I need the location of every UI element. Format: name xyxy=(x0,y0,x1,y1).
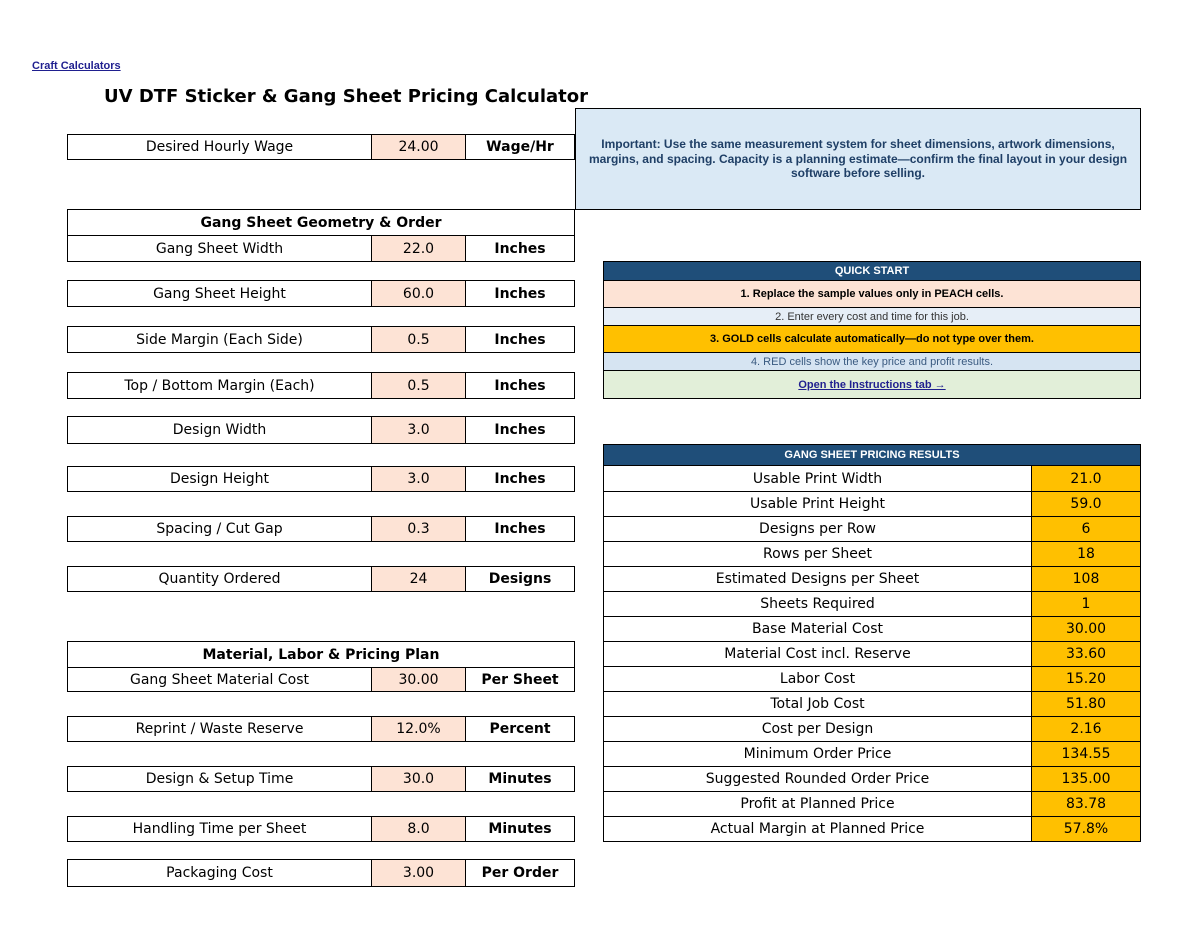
input-row-setup-time xyxy=(67,766,575,792)
open-instructions-link[interactable]: Open the Instructions tab → xyxy=(798,378,946,391)
result-label: Profit at Planned Price xyxy=(604,792,1032,816)
input-label: Top / Bottom Margin (Each) xyxy=(68,373,372,398)
input-label: Handling Time per Sheet xyxy=(68,817,372,841)
result-row xyxy=(604,741,1140,766)
result-row xyxy=(604,516,1140,541)
input-row-handling-time xyxy=(67,816,575,842)
input-unit: Per Sheet xyxy=(481,671,559,688)
result-value: 134.55 xyxy=(1032,742,1140,766)
input-label: Desired Hourly Wage xyxy=(68,135,372,159)
results-heading: GANG SHEET PRICING RESULTS xyxy=(603,444,1141,466)
input-row-packaging-cost xyxy=(67,859,575,887)
design-width-input[interactable]: 3.0 xyxy=(372,417,466,443)
result-label: Actual Margin at Planned Price xyxy=(604,817,1032,841)
material-cost-input[interactable]: 30.00 xyxy=(372,668,466,691)
quick-start-heading: QUICK START xyxy=(603,261,1141,281)
input-row-quantity xyxy=(67,566,575,592)
result-label: Rows per Sheet xyxy=(604,542,1032,566)
result-value: 30.00 xyxy=(1032,617,1140,641)
input-unit: Inches xyxy=(494,331,546,348)
input-label: Side Margin (Each Side) xyxy=(68,327,372,352)
input-unit: Minutes xyxy=(488,821,552,837)
side-margin-input[interactable]: 0.5 xyxy=(372,327,466,352)
result-row xyxy=(604,466,1140,491)
setup-time-input[interactable]: 30.0 xyxy=(372,767,466,791)
input-label: Reprint / Waste Reserve xyxy=(68,717,372,741)
result-value: 2.16 xyxy=(1032,717,1140,741)
design-height-input[interactable]: 3.0 xyxy=(372,467,466,491)
craft-calculators-link[interactable]: Craft Calculators xyxy=(32,60,121,72)
quick-start-step-2: 2. Enter every cost and time for this job. xyxy=(603,308,1141,326)
quantity-input[interactable]: 24 xyxy=(372,567,466,591)
result-value: 18 xyxy=(1032,542,1140,566)
page-title: UV DTF Sticker & Gang Sheet Pricing Calculator xyxy=(104,86,588,107)
handling-time-input[interactable]: 8.0 xyxy=(372,817,466,841)
result-value: 6 xyxy=(1032,517,1140,541)
result-value: 1 xyxy=(1032,592,1140,616)
result-value: 51.80 xyxy=(1032,692,1140,716)
section-heading-pricing: Material, Labor & Pricing Plan xyxy=(67,641,575,667)
quick-start-step-1: 1. Replace the sample values only in PEACH cells. xyxy=(603,281,1141,308)
input-label: Gang Sheet Height xyxy=(68,281,372,306)
result-label: Cost per Design xyxy=(604,717,1032,741)
result-row xyxy=(604,566,1140,591)
result-row xyxy=(604,491,1140,516)
input-label: Design Width xyxy=(68,417,372,443)
result-label: Suggested Rounded Order Price xyxy=(604,767,1032,791)
result-row xyxy=(604,691,1140,716)
result-label: Usable Print Width xyxy=(604,466,1032,491)
result-row xyxy=(604,816,1140,841)
result-value: 57.8% xyxy=(1032,817,1140,841)
result-label: Minimum Order Price xyxy=(604,742,1032,766)
result-label: Total Job Cost xyxy=(604,692,1032,716)
input-row-waste-reserve xyxy=(67,716,575,742)
sheet-width-input[interactable]: 22.0 xyxy=(372,236,466,261)
waste-reserve-input[interactable]: 12.0% xyxy=(372,717,466,741)
input-label: Spacing / Cut Gap xyxy=(68,517,372,541)
result-row xyxy=(604,766,1140,791)
input-row-sheet-height xyxy=(67,280,575,307)
input-unit: Per Order xyxy=(481,865,559,881)
sheet-height-input[interactable]: 60.0 xyxy=(372,281,466,306)
result-value: 59.0 xyxy=(1032,492,1140,516)
result-row xyxy=(604,616,1140,641)
result-value: 15.20 xyxy=(1032,667,1140,691)
input-unit: Inches xyxy=(494,471,546,487)
input-label: Design & Setup Time xyxy=(68,767,372,791)
input-label: Design Height xyxy=(68,467,372,491)
input-row-top-bottom-margin xyxy=(67,372,575,399)
input-row-material-cost xyxy=(67,667,575,692)
result-value: 33.60 xyxy=(1032,642,1140,666)
result-label: Labor Cost xyxy=(604,667,1032,691)
result-row xyxy=(604,666,1140,691)
quick-start-step-4: 4. RED cells show the key price and profit results. xyxy=(603,353,1141,371)
result-label: Base Material Cost xyxy=(604,617,1032,641)
input-unit: Wage/Hr xyxy=(486,139,554,155)
hourly-wage-input[interactable]: 24.00 xyxy=(372,135,466,159)
important-notice: Important: Use the same measurement system for sheet dimensions, artwork dimensions, margins, and spacing. Capacity is a planning estimate—confirm the final layout in your design software before selling. xyxy=(575,108,1141,210)
result-value: 83.78 xyxy=(1032,792,1140,816)
quick-start-step-3: 3. GOLD cells calculate automatically—do not type over them. xyxy=(603,326,1141,353)
input-unit: Inches xyxy=(494,377,546,394)
input-label: Packaging Cost xyxy=(68,860,372,886)
input-unit: Designs xyxy=(488,571,552,587)
input-unit: Inches xyxy=(494,422,546,438)
input-label: Gang Sheet Material Cost xyxy=(68,668,372,691)
top-bottom-margin-input[interactable]: 0.5 xyxy=(372,373,466,398)
result-row xyxy=(604,641,1140,666)
input-unit: Percent xyxy=(489,721,551,737)
input-row-design-width xyxy=(67,416,575,444)
result-row xyxy=(604,591,1140,616)
result-label: Designs per Row xyxy=(604,517,1032,541)
instructions-link-cell xyxy=(603,371,1141,399)
result-value: 135.00 xyxy=(1032,767,1140,791)
result-row xyxy=(604,716,1140,741)
section-heading-geometry: Gang Sheet Geometry & Order xyxy=(67,209,575,235)
input-unit: Minutes xyxy=(488,771,552,787)
input-row-hourly-wage xyxy=(67,134,575,160)
result-label: Sheets Required xyxy=(604,592,1032,616)
input-unit: Inches xyxy=(494,240,546,257)
result-row xyxy=(604,541,1140,566)
result-label: Estimated Designs per Sheet xyxy=(604,567,1032,591)
spacing-input[interactable]: 0.3 xyxy=(372,517,466,541)
input-label: Gang Sheet Width xyxy=(68,236,372,261)
result-value: 108 xyxy=(1032,567,1140,591)
result-value: 21.0 xyxy=(1032,466,1140,491)
input-label: Quantity Ordered xyxy=(68,567,372,591)
input-unit: Inches xyxy=(494,521,546,537)
result-label: Material Cost incl. Reserve xyxy=(604,642,1032,666)
result-label: Usable Print Height xyxy=(604,492,1032,516)
input-unit: Inches xyxy=(494,285,546,302)
packaging-cost-input[interactable]: 3.00 xyxy=(372,860,466,886)
input-row-spacing xyxy=(67,516,575,542)
input-row-side-margin xyxy=(67,326,575,353)
input-row-design-height xyxy=(67,466,575,492)
results-table xyxy=(603,466,1141,842)
result-row xyxy=(604,791,1140,816)
input-row-sheet-width xyxy=(67,235,575,262)
